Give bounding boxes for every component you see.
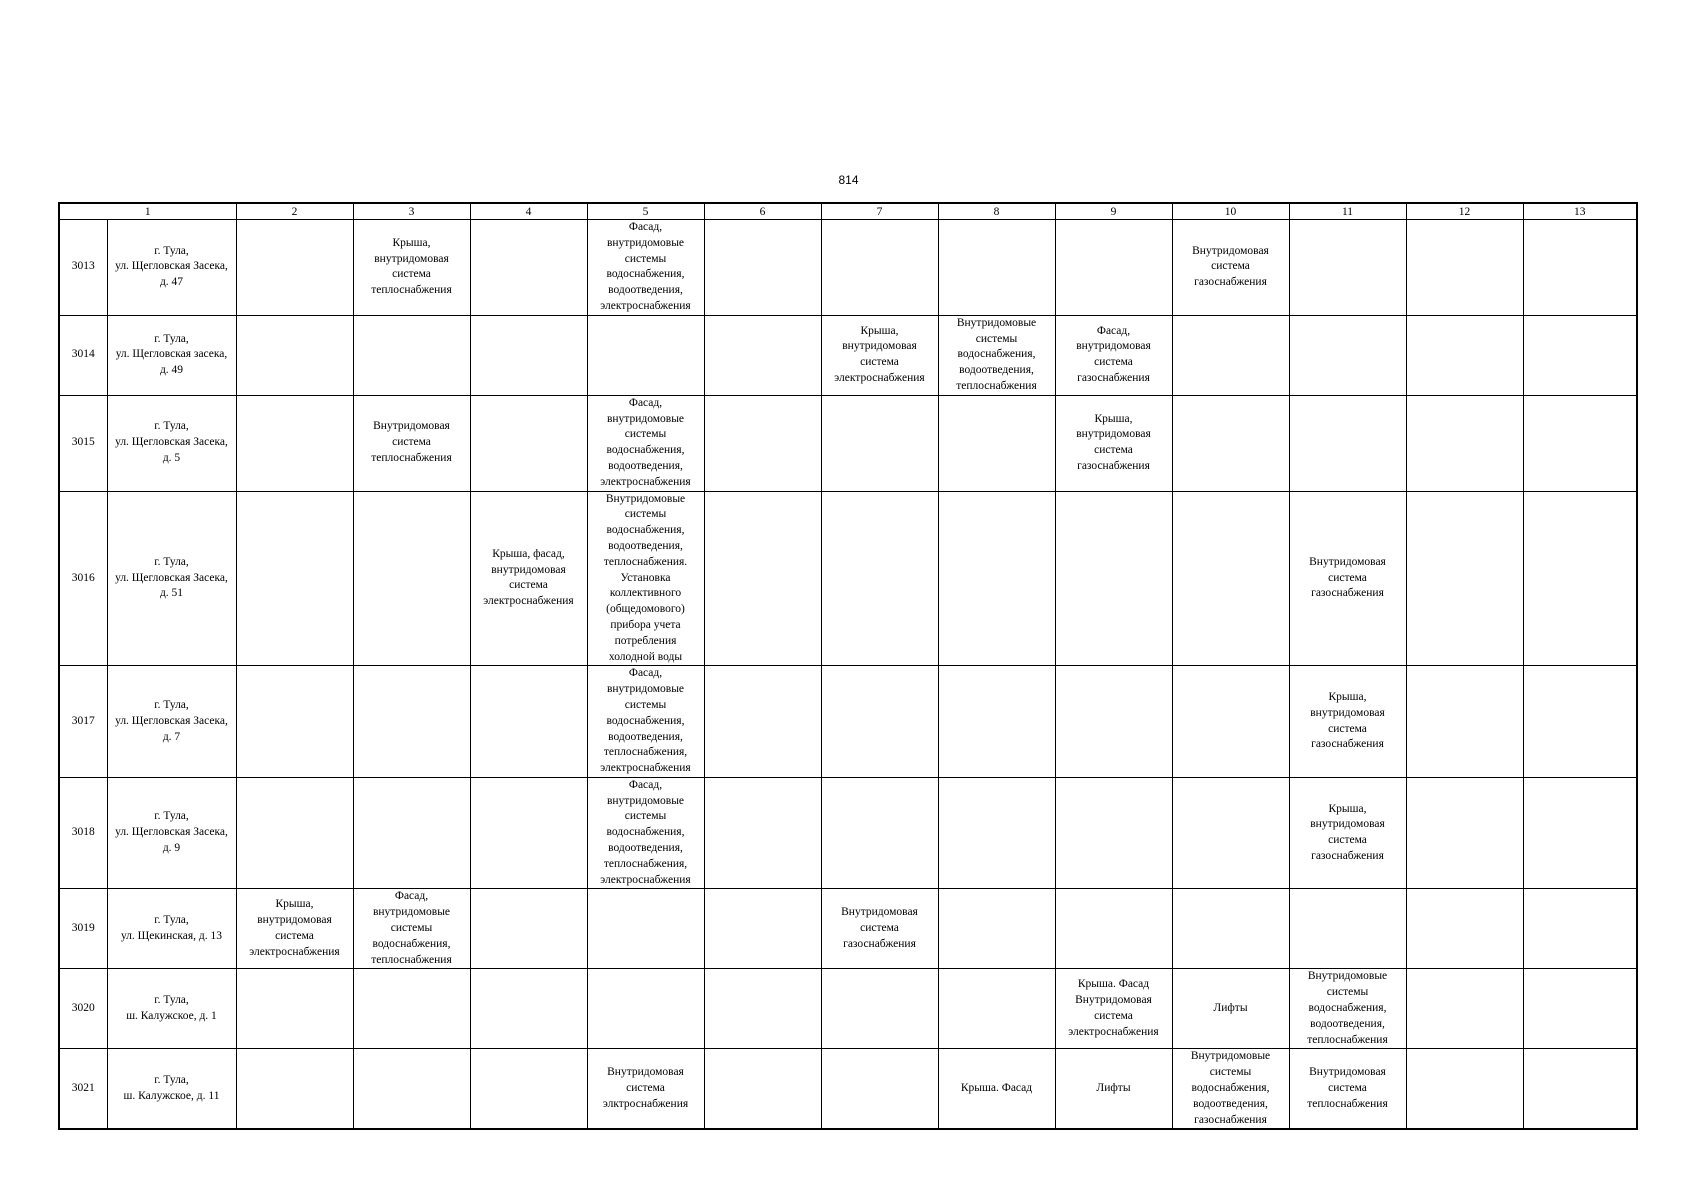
- address-cell: г. Тула, ул. Щегловская Засека, д. 51: [115, 555, 228, 600]
- column-header: 9: [1055, 203, 1172, 220]
- work-text: Фасад, внутридомовая система газоснабжения: [1076, 324, 1151, 385]
- work-cell-col-11: [1289, 315, 1406, 395]
- work-cell-col-5: [587, 395, 704, 491]
- work-cell-col-3: [353, 315, 470, 395]
- work-text: Крыша, внутридомовая система электроснабжения: [249, 898, 340, 958]
- work-cell-col-6: [704, 315, 821, 395]
- row-number: 3013: [59, 220, 107, 316]
- work-cell-col-7: [821, 777, 938, 889]
- work-cell-col-3: [353, 777, 470, 889]
- work-cell-col-13: [1523, 315, 1637, 395]
- address-cell: г. Тула, ш. Калужское, д. 11: [123, 1074, 220, 1102]
- work-cell-col-5: [587, 969, 704, 1049]
- work-cell-col-11: [1289, 395, 1406, 491]
- work-cell-col-7: [821, 220, 938, 316]
- address-cell: г. Тула, ул. Щегловская Засека, д. 9: [115, 810, 228, 855]
- work-cell-col-2: [236, 315, 353, 395]
- column-header: 8: [938, 203, 1055, 220]
- work-cell-col-6: [704, 491, 821, 666]
- work-cell-col-4: [470, 395, 587, 491]
- work-text: Крыша, фасад, внутридомовая система электроснабжения: [483, 547, 574, 608]
- work-cell-col-4: [470, 666, 587, 778]
- work-text: Лифты: [1213, 1002, 1248, 1015]
- work-cell-col-8: [938, 220, 1055, 316]
- work-text: Крыша. Фасад: [960, 1082, 1033, 1095]
- work-text: Крыша, внутридомовая система газоснабжения: [1310, 691, 1385, 751]
- column-header: 6: [704, 203, 821, 220]
- work-cell-col-8: [938, 1049, 1055, 1129]
- work-cell-col-12: [1406, 777, 1523, 889]
- work-text: Крыша, внутридомовая система электроснабжения: [834, 324, 925, 385]
- address-column-cell: [107, 777, 236, 889]
- work-cell-col-13: [1523, 666, 1637, 778]
- work-cell-col-10: [1172, 491, 1289, 666]
- column-header: 10: [1172, 203, 1289, 220]
- work-cell-col-9: [1055, 969, 1172, 1049]
- work-cell-col-13: [1523, 777, 1637, 889]
- work-cell-col-9: [1055, 777, 1172, 889]
- work-cell-col-12: [1406, 1049, 1523, 1129]
- work-cell-col-11: [1289, 666, 1406, 778]
- work-text: Внутридомовая система теплоснабжения: [371, 420, 452, 465]
- work-text: Лифты: [1096, 1082, 1131, 1095]
- work-cell-col-12: [1406, 491, 1523, 666]
- work-text: Фасад, внутридомовые системы водоснабжения, теплоснабжения: [371, 890, 452, 966]
- work-cell-col-4: [470, 315, 587, 395]
- column-header: 11: [1289, 203, 1406, 220]
- work-cell-col-5: [587, 315, 704, 395]
- work-cell-col-12: [1406, 315, 1523, 395]
- column-header: 13: [1523, 203, 1637, 220]
- row-number: 3018: [59, 777, 107, 889]
- work-cell-col-8: [938, 777, 1055, 889]
- address-cell: г. Тула, ул. Щегловская Засека, д. 47: [115, 244, 228, 289]
- work-text: Внутридомовая система газоснабжения: [841, 906, 918, 950]
- column-header: 4: [470, 203, 587, 220]
- column-header: 2: [236, 203, 353, 220]
- work-text: Внутридомовая система газоснабжения: [1192, 244, 1269, 289]
- address-cell: г. Тула, ул. Щегловская Засека, д. 7: [115, 698, 228, 743]
- work-text: Внутридомовые системы водоснабжения, водоотведения, газоснабжения: [1190, 1050, 1271, 1126]
- work-cell-col-10: [1172, 969, 1289, 1049]
- work-cell-col-8: [938, 889, 1055, 969]
- work-cell-col-6: [704, 666, 821, 778]
- work-cell-col-11: [1289, 1049, 1406, 1129]
- work-cell-col-10: [1172, 666, 1289, 778]
- work-cell-col-9: [1055, 220, 1172, 316]
- work-cell-col-6: [704, 889, 821, 969]
- work-cell-col-4: [470, 491, 587, 666]
- work-cell-col-13: [1523, 395, 1637, 491]
- work-cell-col-8: [938, 666, 1055, 778]
- work-cell-col-13: [1523, 491, 1637, 666]
- work-cell-col-11: [1289, 491, 1406, 666]
- address-column-cell: [107, 220, 236, 316]
- column-header: 5: [587, 203, 704, 220]
- work-cell-col-3: [353, 969, 470, 1049]
- work-text: Внутридомовая система элктроснабжения: [602, 1066, 689, 1110]
- work-cell-col-6: [704, 1049, 821, 1129]
- work-cell-col-8: [938, 969, 1055, 1049]
- work-cell-col-9: [1055, 889, 1172, 969]
- work-cell-col-11: [1289, 777, 1406, 889]
- work-text: Крыша, внутридомовая система газоснабжения: [1310, 802, 1385, 862]
- address-column-cell: [107, 491, 236, 666]
- work-cell-col-3: [353, 491, 470, 666]
- work-cell-col-13: [1523, 889, 1637, 969]
- table-row: [59, 777, 1637, 889]
- work-cell-col-2: [236, 1049, 353, 1129]
- work-cell-col-2: [236, 889, 353, 969]
- work-cell-col-10: [1172, 1049, 1289, 1129]
- work-cell-col-6: [704, 777, 821, 889]
- work-cell-col-4: [470, 1049, 587, 1129]
- work-text: Фасад, внутридомовые системы водоснабжения, водоотведения, электроснабжения: [600, 396, 691, 488]
- work-cell-col-3: [353, 1049, 470, 1129]
- work-cell-col-5: [587, 777, 704, 889]
- work-text: Крыша, внутридомовая система теплоснабжения: [371, 236, 452, 297]
- work-cell-col-13: [1523, 220, 1637, 316]
- table-row: [59, 889, 1637, 969]
- work-text: Крыша, внутридомовая система газоснабжения: [1076, 412, 1151, 472]
- work-cell-col-6: [704, 220, 821, 316]
- work-cell-col-5: [587, 491, 704, 666]
- address-column-cell: [107, 889, 236, 969]
- work-cell-col-11: [1289, 969, 1406, 1049]
- work-cell-col-7: [821, 491, 938, 666]
- work-cell-col-4: [470, 220, 587, 316]
- address-column-cell: [107, 969, 236, 1049]
- work-cell-col-9: [1055, 666, 1172, 778]
- capital-repair-table: [58, 202, 1638, 1130]
- address-column-cell: [107, 315, 236, 395]
- work-cell-col-12: [1406, 969, 1523, 1049]
- work-cell-col-3: [353, 889, 470, 969]
- work-cell-col-9: [1055, 1049, 1172, 1129]
- work-cell-col-5: [587, 889, 704, 969]
- table-row: [59, 315, 1637, 395]
- row-number: 3017: [59, 666, 107, 778]
- work-cell-col-5: [587, 666, 704, 778]
- address-cell: г. Тула, ул. Щегловская засека, д. 49: [115, 332, 228, 377]
- column-header: 3: [353, 203, 470, 220]
- work-text: Крыша. Фасад Внутридомовая система электроснабжения: [1068, 978, 1159, 1038]
- work-text: Фасад, внутридомовые системы водоснабжения, водоотведения, теплоснабжения, электроснабжения: [600, 778, 691, 886]
- column-number-header-row: [59, 203, 1637, 220]
- work-cell-col-8: [938, 395, 1055, 491]
- row-number: 3021: [59, 1049, 107, 1129]
- work-text: Внутридомовые системы водоснабжения, водоотведения, теплоснабжения: [956, 316, 1037, 392]
- table-row: [59, 666, 1637, 778]
- column-header: 7: [821, 203, 938, 220]
- work-text: Фасад, внутридомовые системы водоснабжения, водоотведения, электроснабжения: [600, 221, 691, 312]
- work-cell-col-4: [470, 969, 587, 1049]
- row-number: 3015: [59, 395, 107, 491]
- address-column-cell: [107, 666, 236, 778]
- work-cell-col-2: [236, 969, 353, 1049]
- work-cell-col-10: [1172, 220, 1289, 316]
- work-cell-col-3: [353, 666, 470, 778]
- address-cell: г. Тула, ул. Щекинская, д. 13: [120, 914, 223, 942]
- page-number: 814: [838, 173, 859, 187]
- work-cell-col-7: [821, 315, 938, 395]
- work-cell-col-9: [1055, 491, 1172, 666]
- work-text: Фасад, внутридомовые системы водоснабжения, водоотведения, теплоснабжения, электроснабжения: [600, 667, 691, 775]
- work-cell-col-9: [1055, 395, 1172, 491]
- column-header: 12: [1406, 203, 1523, 220]
- work-cell-col-4: [470, 889, 587, 969]
- work-cell-col-10: [1172, 395, 1289, 491]
- work-cell-col-3: [353, 395, 470, 491]
- row-number: 3014: [59, 315, 107, 395]
- work-cell-col-13: [1523, 969, 1637, 1049]
- work-cell-col-2: [236, 491, 353, 666]
- work-cell-col-7: [821, 666, 938, 778]
- address-column-cell: [107, 1049, 236, 1129]
- work-cell-col-11: [1289, 220, 1406, 316]
- work-cell-col-5: [587, 220, 704, 316]
- work-cell-col-4: [470, 777, 587, 889]
- row-number: 3020: [59, 969, 107, 1049]
- work-cell-col-9: [1055, 315, 1172, 395]
- work-cell-col-2: [236, 777, 353, 889]
- work-cell-col-3: [353, 220, 470, 316]
- table-row: [59, 491, 1637, 666]
- work-cell-col-7: [821, 969, 938, 1049]
- address-cell: г. Тула, ш. Калужское, д. 1: [126, 994, 217, 1022]
- work-cell-col-6: [704, 969, 821, 1049]
- work-text: Внутридомовые системы водоснабжения, водоотведения, теплоснабжения: [1307, 970, 1388, 1046]
- work-text: Внутридомовые системы водоснабжения, водоотведения, теплоснабжения. Установка коллективного (общедомового) прибора учета потребления холодной воды: [603, 492, 688, 663]
- work-text: Внутридомовая система газоснабжения: [1309, 555, 1386, 600]
- work-cell-col-6: [704, 395, 821, 491]
- table-row: [59, 1049, 1637, 1129]
- work-cell-col-7: [821, 889, 938, 969]
- row-number: 3019: [59, 889, 107, 969]
- work-cell-col-2: [236, 666, 353, 778]
- row-number: 3016: [59, 491, 107, 666]
- work-cell-col-7: [821, 1049, 938, 1129]
- table-row: [59, 395, 1637, 491]
- work-cell-col-12: [1406, 889, 1523, 969]
- address-cell: г. Тула, ул. Щегловская Засека, д. 5: [115, 420, 228, 465]
- address-column-cell: [107, 395, 236, 491]
- work-cell-col-2: [236, 220, 353, 316]
- work-cell-col-10: [1172, 777, 1289, 889]
- work-cell-col-12: [1406, 395, 1523, 491]
- work-cell-col-10: [1172, 315, 1289, 395]
- work-text: Внутридомовая система теплоснабжения: [1307, 1066, 1388, 1110]
- work-cell-col-2: [236, 395, 353, 491]
- work-cell-col-12: [1406, 220, 1523, 316]
- work-cell-col-10: [1172, 889, 1289, 969]
- work-cell-col-7: [821, 395, 938, 491]
- work-cell-col-11: [1289, 889, 1406, 969]
- work-cell-col-13: [1523, 1049, 1637, 1129]
- work-cell-col-12: [1406, 666, 1523, 778]
- work-cell-col-8: [938, 491, 1055, 666]
- table-row: [59, 220, 1637, 316]
- work-cell-col-5: [587, 1049, 704, 1129]
- table-row: [59, 969, 1637, 1049]
- work-cell-col-8: [938, 315, 1055, 395]
- column-header: 1: [59, 203, 236, 220]
